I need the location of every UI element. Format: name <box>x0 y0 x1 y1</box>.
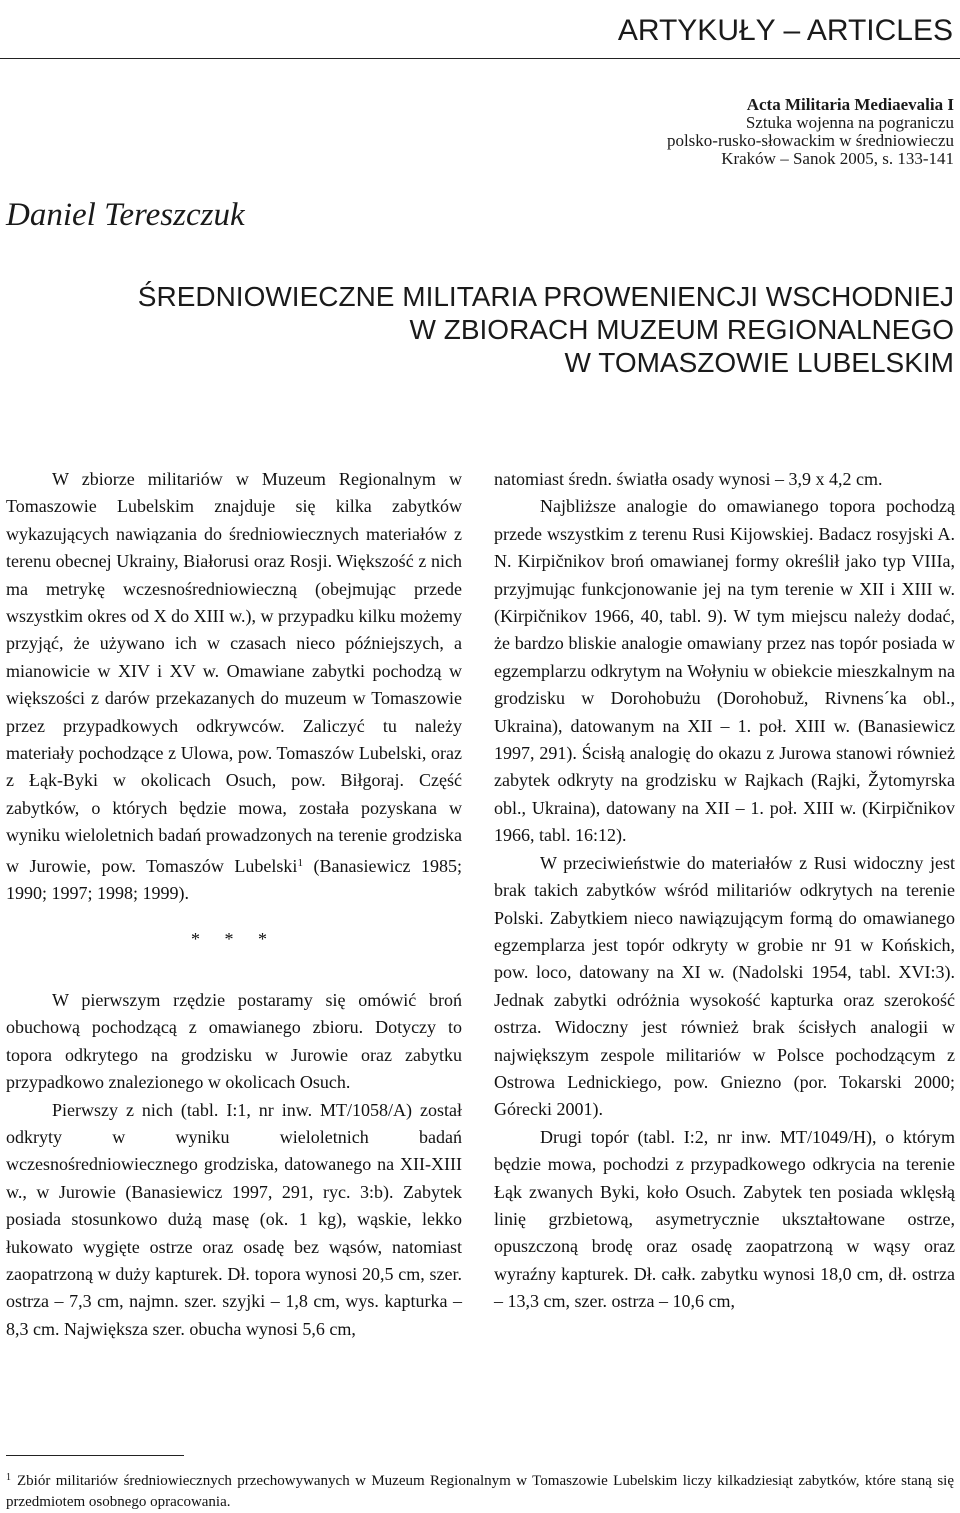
footnote-reference[interactable]: 1 <box>297 856 303 869</box>
paragraph-text: W zbiorze militariów w Muzeum Regionalnym w Tomaszowie Lubelskim znajduje się kilka zabytków wykazujących nawiązania do średniowiecznych materiałów z terenu obecnej Ukrainy, Białorusi oraz Rosji. Większość z nich ma metrykę wczesnośredniowieczną (obejmując przede wszystkim okres od X do XIII w.), w przypadku kilku możemy przyjąć, że używano ich w czasach nieco późniejszych, a mianowicie w XIV i XV w. Omawiane zabytki pochodzą w większości z darów przekazanych do muzeum w Tomaszowie przez przypadkowych odkrywców. Zaliczyć tu należy materiały pochodzące z Ulowa, pow. Tomaszów Lubelski, oraz z Łąk-Byki w okolicach Osuch, pow. Biłgoraj. Część zabytków, o których będzie mowa, została pozyskana w wyniku wieloletnich badań prowadzonych na terenie grodziska w Jurowie, pow. Tomaszów Lubelski <box>6 469 462 876</box>
footnote-mark: 1 <box>6 1472 11 1483</box>
right-column <box>494 466 955 1316</box>
left-column <box>6 466 462 1343</box>
title-line: W TOMASZOWIE LUBELSKIM <box>564 347 954 378</box>
footnote-rule <box>6 1455 184 1456</box>
article-title <box>138 280 954 379</box>
journal-subtitle: Sztuka wojenna na pograniczu <box>745 113 954 132</box>
paragraph: Pierwszy z nich (tabl. I:1, nr inw. MT/1058/A) został odkryty w wyniku wieloletnich badań wczesnośredniowiecznego grodziska, datowanego na XII-XIII w., w Jurowie (Banasiewicz 1997, 291, ryc. 3:b). Zabytek posiada stosunkowo dużą masę (ok. 1 kg), wąskie, lekko łukowato wygięte ostrze oraz osadę bez wąsów, natomiast zaopatrzoną w duży kapturek. Dł. topora wynosi 20,5 cm, szer. ostrza – 7,3 cm, najmn. szer. szyjki – 1,8 cm, wys. kapturka – 8,3 cm. Największa szer. obucha wynosi 5,6 cm, <box>6 1099 462 1339</box>
section-header: ARTYKUŁY – ARTICLES <box>617 14 953 47</box>
paragraph: natomiast średn. światła osady wynosi – 3,9 x 4,2 cm. <box>494 469 883 489</box>
title-line: W ZBIORACH MUZEUM REGIONALNEGO <box>409 314 954 345</box>
paragraph: W przeciwieństwie do materiałów z Rusi widoczny jest brak takich zabytków wśród militariów odkrytych na terenie Polski. Zabytkiem nieco nawiązującym formą do omawianego egzemplarza jest topór odkryty w grobie nr 91 w Końskich, pow. loco, datowany na XI w. (Nadolski 1954, tabl. XVI:3). Jednak zabytki odróżnia wysokość kapturka oraz szerokość ostrza. Widoczny jest również brak ścisłych analogii w największym zespole militariów w Polsce pochodzącym z Ostrowa Lednickiego, pow. Gniezno (por. Tokarski 2000; Górecki 2001). <box>494 852 955 1120</box>
paragraph: W pierwszym rzędzie postaramy się omówić broń obuchową pochodzącą z omawianego zbioru. Dotyczy to topora odkrytego na grodzisku w Jurowie oraz zabytku przypadkowo znalezionego w okolicach Osuch. <box>6 989 462 1093</box>
journal-subtitle-2: polsko-rusko-słowackim w średniowieczu <box>666 131 954 150</box>
footnote <box>6 1467 954 1513</box>
title-line: ŚREDNIOWIECZNE MILITARIA PROWENIENCJI WSCHODNIEJ <box>137 281 954 312</box>
journal-title: Acta Militaria Mediaevalia I <box>746 95 954 114</box>
section-divider: * * * <box>191 928 277 949</box>
paragraph <box>6 466 462 908</box>
author-name: Daniel Tereszczuk <box>6 197 245 233</box>
footnote-text: Zbiór militariów średniowiecznych przechowywanych w Muzeum Regionalnym w Tomaszowie Lubelskim liczy kilkadziesiąt zabytków, które staną się przedmiotem osobnego opracowania. <box>6 1473 954 1510</box>
paragraph: Drugi topór (tabl. I:2, nr inw. MT/1049/H), o którym będzie mowa, pochodzi z przypadkowego odkrycia na terenie Łąk zwanych Byki, koło Osuch. Zabytek ten posiada wklęsłą linię grzbietową, asymetrycznie ukształtowane ostrze, opuszczoną brodę oraz osadę zaopatrzoną w wąsy oraz wyraźny kapturek. Dł. całk. zabytku wynosi 18,0 cm, dł. ostrza – 13,3 cm, szer. ostrza – 10,6 cm, <box>494 1126 955 1312</box>
paragraph: Najbliższe analogie do omawianego topora pochodzą przede wszystkim z terenu Rusi Kijowskiej. Badacz rosyjski A. N. Kirpičnikov broń omawianej formy określił jako typ VIIIa, przyjmując funkcjonowanie jej na tym terenie w XII i XIII w. (Kirpičnikov 1966, 40, tabl. 9). W tym miejscu należy dodać, że bardzo bliskie analogie omawiany przez nas topór posiada w egzemplarzu odkrytym na Wołyniu w obiekcie mieszkalnym na grodzisku w Dorohobużu (Dorohobuž, Rivnens´ka obl., Ukraina), datowanym na XII – 1. poł. XIII w. (Banasiewicz 1997, 291). Ścisłą analogię do okazu z Jurowa stanowi również zabytek odkryty na grodzisku w Rajkach (Rajki, Žytomyrska obl., Ukraina), datowany na XII – 1. poł. XIII w. (Kirpičnikov 1966, tabl. 16:12). <box>494 496 955 846</box>
journal-pages: Kraków – Sanok 2005, s. 133-141 <box>721 149 954 168</box>
paragraph-text: (Banasiewicz 1985; 1990; 1997; 1998; 1999). <box>6 855 462 904</box>
journal-info <box>667 96 954 168</box>
header-rule <box>0 58 960 59</box>
